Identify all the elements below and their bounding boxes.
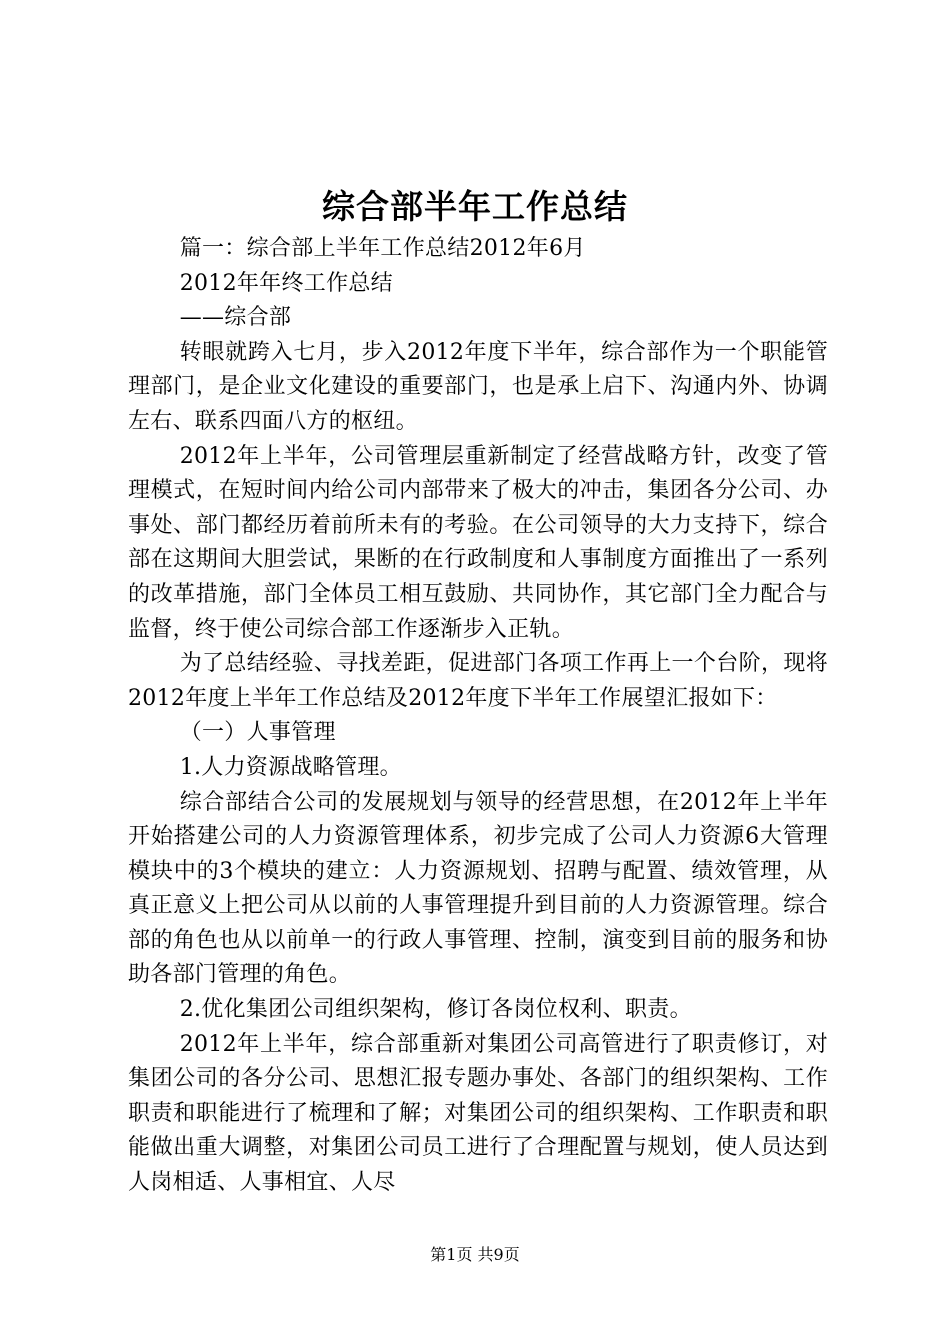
paragraph-background: 2012年上半年，公司管理层重新制定了经营战略方针，改变了管理模式，在短时间内给公司内部带来了极大的冲击，集团各分公司、办事处、部门都经历着前所未有的考验。在公司领导的大力支持下，综合部在这期间大胆尝试，果断的在行政制度和人事制度方面推出了一系列的改革措施，部门全体员工相互鼓励、共同协作，其它部门全力配合与监督，终于使公司综合部工作逐渐步入正轨。 bbox=[128, 443, 828, 642]
section-heading-personnel: （一）人事管理 bbox=[179, 720, 336, 746]
paragraph-subtitle: 篇一：综合部上半年工作总结2012年6月 bbox=[179, 236, 586, 261]
paragraph-org-structure: 2012年上半年，综合部重新对集团公司高管进行了职责修订，对集团公司的各分公司、思想汇报专题办事处、各部门的组织架构、工作职责和职能进行了梳理和了解；对集团公司的组织架构、工作职责和职能做出重大调整，对集团公司员工进行了合理配置与规划，使人员达到人岗相适、人事相宜、人尽 bbox=[128, 1031, 828, 1196]
paragraph-hr-strategy: 综合部结合公司的发展规划与领导的经营思想，在2012年上半年开始搭建公司的人力资源管理体系，初步完成了公司人力资源6大管理模块中的3个模块的建立：人力资源规划、招聘与配置、绩效管理，从真正意义上把公司从以前的人事管理提升到目前的人力资源管理。综合部的角色也从以前单一的行政人事管理、控制，演变到目前的服务和协助各部门管理的角色。 bbox=[128, 789, 828, 988]
document-title: 综合部半年工作总结 bbox=[322, 187, 628, 226]
subheading-org-structure: 2.优化集团公司组织架构，修订各岗位权利、职责。 bbox=[179, 997, 692, 1023]
paragraph-department: ——综合部 bbox=[179, 305, 292, 331]
page-footer: 第1页 共9页 bbox=[430, 1245, 520, 1264]
paragraph-year-summary: 2012年年终工作总结 bbox=[179, 270, 393, 296]
paragraph-purpose: 为了总结经验、寻找差距，促进部门各项工作再上一个台阶，现将2012年度上半年工作总结及2012年度下半年工作展望汇报如下： bbox=[128, 651, 828, 711]
paragraph-intro: 转眼就跨入七月，步入2012年度下半年，综合部作为一个职能管理部门，是企业文化建设的重要部门，也是承上启下、沟通内外、协调左右、联系四面八方的枢纽。 bbox=[128, 339, 828, 434]
subheading-hr-strategy: 1.人力资源战略管理。 bbox=[179, 754, 402, 780]
document-body bbox=[128, 232, 828, 1201]
